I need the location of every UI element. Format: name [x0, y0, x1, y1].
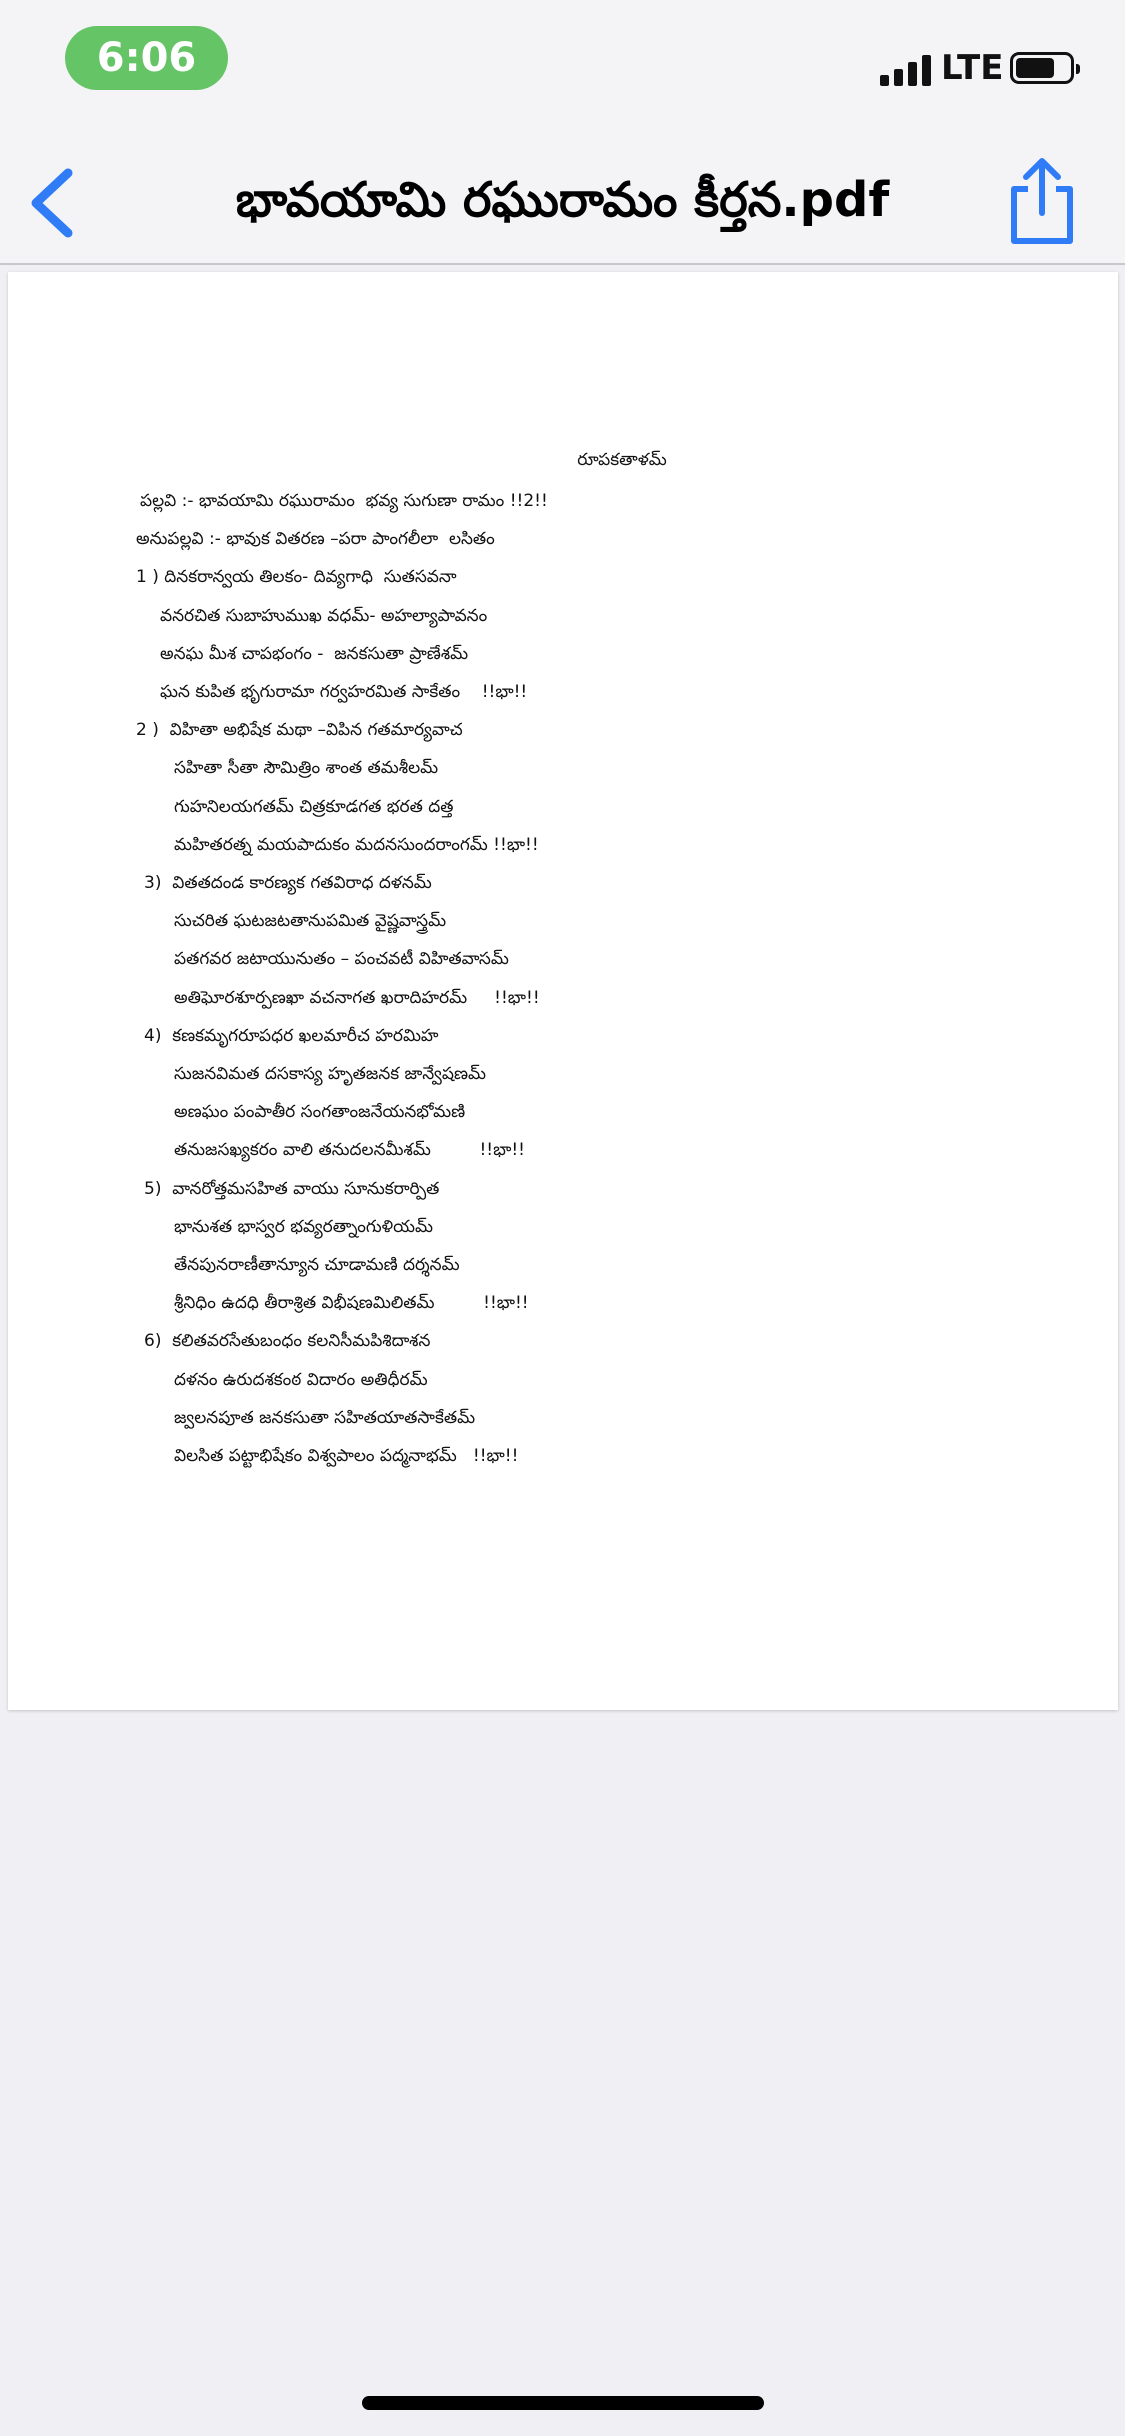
- document-heading: రూపకతాళమ్: [577, 450, 667, 470]
- document-line: సుచరిత ఘటజటతానుపమిత వైష్ణవాస్త్రమ్: [174, 911, 447, 931]
- battery-icon: [1010, 52, 1074, 84]
- document-line: విలసిత పట్టాభిషేకం విశ్వపాలం పద్మనాభమ్ !!భా!!: [174, 1446, 519, 1466]
- document-line: 2 ) విహితా అభిషేక మథా –విపిన గతమార్యవాచ: [136, 720, 463, 740]
- document-line: 5) వానరోత్తమసహిత వాయు సూనుకరార్పిత: [144, 1179, 440, 1199]
- share-button[interactable]: [1000, 155, 1084, 247]
- document-line: గుహనిలయగతమ్ చిత్రకూడగత భరత దత్త: [174, 797, 454, 817]
- document-line: ఘన కుపిత భృగురామా గర్వహరమిత సాకేతం !!భా!!: [160, 682, 528, 702]
- document-line: దళనం ఉరుదశకంఠ విదారం అతిధీరమ్: [174, 1370, 428, 1390]
- home-indicator[interactable]: [362, 2396, 764, 2410]
- document-line: మహితరత్న మయపాదుకం మదనసుందరాంగమ్ !!భా!!: [174, 835, 539, 855]
- document-line: పల్లవి :- భావయామి రఘురామం భవ్య సుగుణా రామం !!2!!: [140, 491, 548, 511]
- document-line: భానుశత భాస్వర భవ్యరత్నాంగుళియమ్: [174, 1217, 434, 1237]
- share-icon: [1000, 155, 1084, 247]
- status-time[interactable]: 6:06: [65, 26, 228, 90]
- status-bar: [0, 0, 1125, 135]
- back-button[interactable]: [22, 163, 92, 243]
- document-line: 3) వితతదండ కారణ్యక గతవిరాధ దళనమ్: [144, 873, 432, 893]
- document-line: అణఘం పంపాతీర సంగతాంజనేయనభోమణి: [174, 1102, 466, 1122]
- document-line: సుజనవిమత దసకాస్య హృతజనక జాన్వేషణమ్: [174, 1064, 486, 1084]
- document-title: భావయామి రఘురామం కీర్తన.pdf: [235, 172, 890, 228]
- network-type: LTE: [941, 48, 1004, 88]
- cellular-signal-icon: [880, 52, 932, 86]
- document-line: అనుపల్లవి :- భావుక వితరణ –పరా పాంగలీలా లసితం: [136, 529, 495, 549]
- document-line: 4) కణకమృగరూపధర ఖలమారీచ హరమిహ: [144, 1026, 439, 1046]
- navigation-bar: [0, 135, 1125, 265]
- pdf-page[interactable]: [8, 272, 1118, 1710]
- document-line: శ్రీనిధిం ఉదధి తీరాశ్రిత విభీషణమిలితమ్ !!భా!!: [174, 1293, 529, 1313]
- document-line: సహితా సీతా సౌమిత్రిం శాంత తమశీలమ్: [174, 758, 439, 778]
- document-line: 1 ) దినకరాన్వయ తిలకం- దివ్యగాధి సుతసవనా: [136, 567, 457, 587]
- document-line: తేనపునరాణీతాన్యూన చూడామణి దర్శనమ్: [174, 1255, 460, 1275]
- document-line: తనుజసఖ్యకరం వాలి తనుదలనమీశమ్ !!భా!!: [174, 1140, 525, 1160]
- document-line: జ్వలనపూత జనకసుతా సహితయాతసాకేతమ్: [174, 1408, 476, 1428]
- document-line: 6) కలితవరసేతుబంధం కలనిసీమపిశిదాశన: [144, 1331, 431, 1351]
- document-line: అనఘ మీశ చాపభంగం - జనకసుతా ప్రాణేశమ్: [160, 644, 469, 664]
- document-line: అతిఘోరశూర్పణఖా వచనాగత ఖరాదిహరమ్ !!భా!!: [174, 988, 540, 1008]
- chevron-left-icon: [22, 163, 92, 243]
- document-line: పతగవర జటాయునుతం – పంచవటీ విహితవాసమ్: [174, 949, 509, 969]
- document-line: వనరచిత సుబాహుముఖ వధమ్- అహల్యాపావనం: [160, 606, 488, 626]
